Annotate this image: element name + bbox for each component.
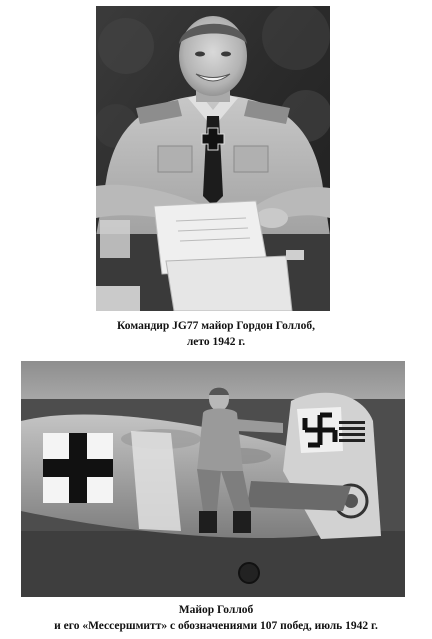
aircraft-photo-drawing: [21, 361, 405, 597]
portrait-caption-line-2: лето 1942 г.: [186, 336, 246, 348]
portrait-photo: [96, 6, 330, 311]
aircraft-caption: [0, 602, 432, 634]
aircraft-photo: [21, 361, 405, 597]
portrait-caption: [0, 318, 432, 350]
portrait-photo-drawing: [96, 6, 330, 311]
portrait-caption-line-1: Командир JG77 майор Гордон Голлоб,: [117, 320, 315, 332]
balkenkreuz-marking: [43, 433, 113, 503]
aircraft-caption-line-2: и его «Мессершмитт» с обозначениями 107 побед, июль 1942 г.: [54, 620, 378, 632]
aircraft-caption-line-1: Майор Голлоб: [178, 604, 254, 616]
